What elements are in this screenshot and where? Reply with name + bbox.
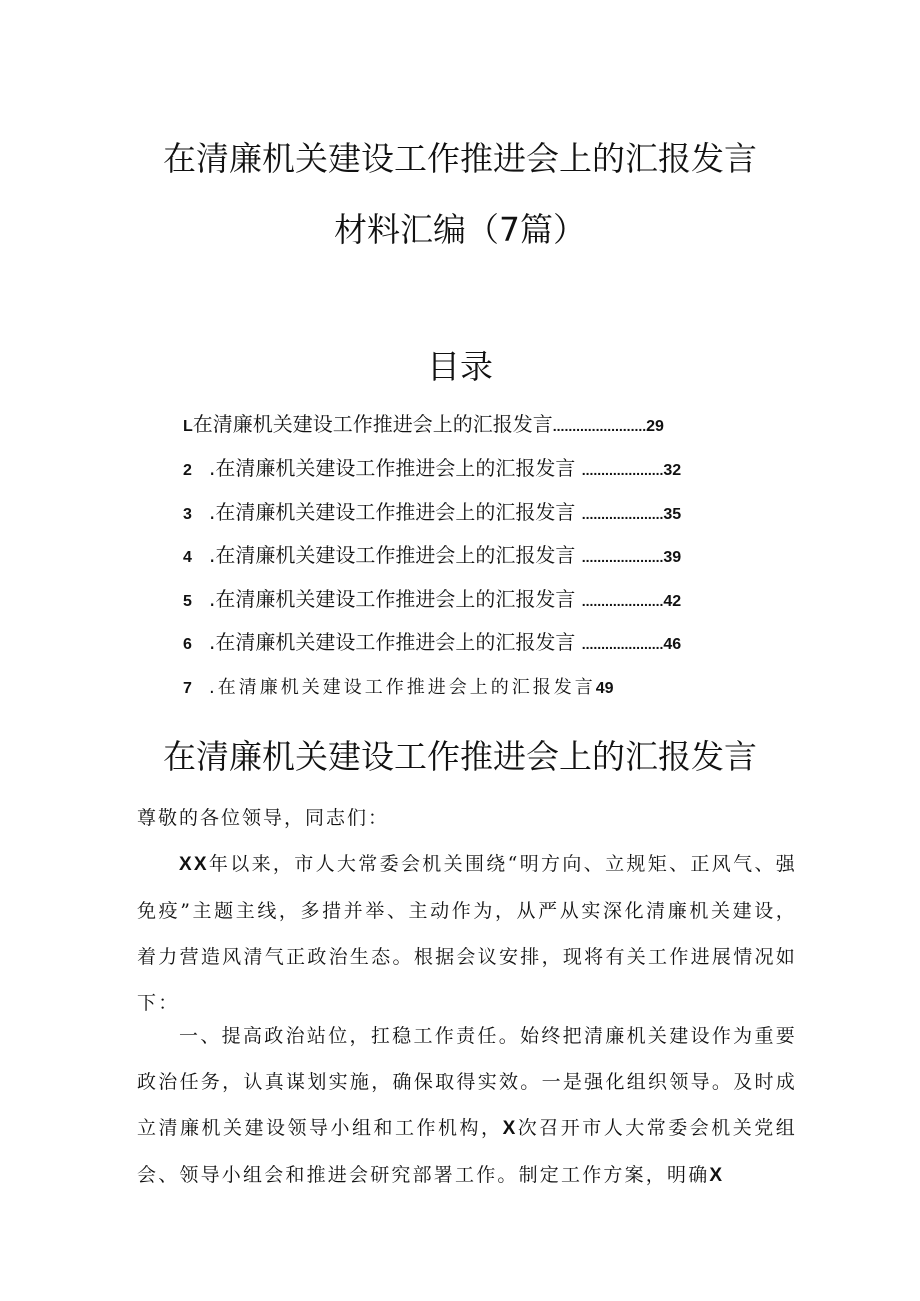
toc-heading: 目录	[427, 347, 493, 386]
toc-item-5[interactable]	[183, 585, 681, 613]
toc-item-1[interactable]	[183, 410, 664, 438]
toc-leader-dots: .....................	[581, 462, 664, 478]
count-placeholder-2: X	[709, 1165, 725, 1186]
toc-item-number: 6	[183, 636, 192, 653]
document-title-line2: 材料汇编（7篇）	[334, 210, 586, 249]
toc-item-number: 5	[183, 593, 192, 610]
toc-leader-dots: .....................	[581, 593, 664, 609]
toc-item-text: .在清廉机关建设工作推进会上的汇报发言	[209, 587, 576, 611]
toc-item-number: 2	[183, 462, 192, 479]
toc-item-text: .在清廉机关建设工作推进会上的汇报发言	[209, 677, 596, 698]
toc-item-page: 42	[663, 593, 682, 610]
toc-item-page: 39	[663, 549, 682, 566]
salutation: 尊敬的各位领导，同志们：	[137, 807, 390, 829]
toc-item-text: 在清廉机关建设工作推进会上的汇报发言	[192, 412, 553, 436]
speech-title: 在清廉机关建设工作推进会上的汇报发言	[163, 737, 757, 776]
toc-item-page: 46	[663, 636, 682, 653]
toc-item-6[interactable]	[183, 628, 681, 656]
toc-item-2[interactable]	[183, 454, 681, 482]
toc-item-7[interactable]	[183, 672, 614, 700]
toc-item-number: 4	[183, 549, 192, 566]
paragraph-1-text: 年以来，市人大常委会机关围绕“明方向、立规矩、正风气、强免疫”主题主线，多措并举、主动作为，从严从实深化清廉机关建设，着力营造风清气正政治生态。根据会议安排，现将有关工作进展情况如下：	[137, 853, 797, 1014]
toc-item-number: 3	[183, 506, 192, 523]
toc-item-page: 29	[646, 418, 664, 435]
toc-item-text: .在清廉机关建设工作推进会上的汇报发言	[209, 500, 576, 524]
toc-item-page: 35	[663, 506, 682, 523]
toc-item-3[interactable]	[183, 498, 681, 526]
toc-item-text: .在清廉机关建设工作推进会上的汇报发言	[209, 630, 576, 654]
toc-item-text: .在清廉机关建设工作推进会上的汇报发言	[209, 543, 576, 567]
toc-item-text: .在清廉机关建设工作推进会上的汇报发言	[209, 456, 576, 480]
toc-item-number: 7	[183, 680, 195, 697]
document-title-line1: 在清廉机关建设工作推进会上的汇报发言	[163, 139, 757, 178]
toc-item-page: 32	[663, 462, 682, 479]
toc-leader-dots: .....................	[581, 549, 664, 565]
paragraph-2-text-a: 一、提高政治站位，扛稳工作责任。始终把清廉机关建设作为重要政治任务，认真谋划实施，确保取得实效。一是强化组织领导。及时成立清廉机关建设领导小组和工作机构，	[137, 1025, 797, 1139]
paragraph-2	[137, 1013, 797, 1199]
count-placeholder: X	[502, 1118, 518, 1139]
toc-item-number: L	[183, 418, 193, 435]
toc-leader-dots: ........................	[552, 418, 647, 434]
toc-item-page: 49	[595, 680, 614, 697]
paragraph-2-text-b: 次召开市人大常委会机关党组会、领导小组会和推进会研究部署工作。制定工作方案，明确	[137, 1117, 798, 1186]
toc-leader-dots: .....................	[581, 636, 664, 652]
paragraph-1	[137, 841, 797, 1026]
year-placeholder: XX	[179, 854, 209, 875]
toc-leader-dots: .....................	[581, 506, 664, 522]
toc-item-4[interactable]	[183, 541, 681, 569]
